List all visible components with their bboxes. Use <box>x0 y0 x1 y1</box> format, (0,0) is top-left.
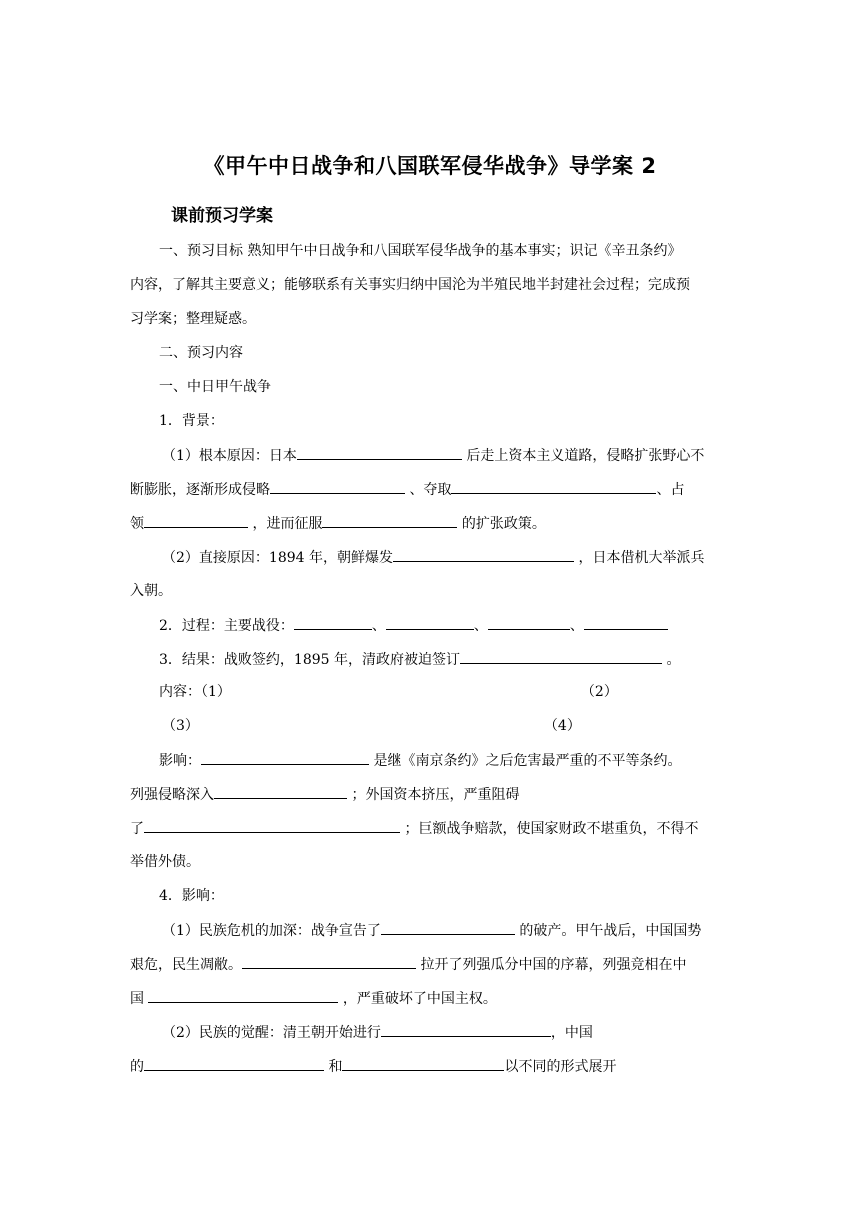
goal-line-1: 一、预习目标 熟知甲午中日战争和八国联军侵华战争的基本事实；识记《辛丑条约》 <box>159 243 682 259</box>
goal-line-2: 内容，了解其主要意义；能够联系有关事实归纳中国沦为半殖民地半封建社会过程；完成预 <box>130 277 690 293</box>
paragraph-line: 国 ，严重破坏了中国主权。 <box>130 988 740 1009</box>
content-row: （3） （4） <box>162 718 581 734</box>
paragraph-line: 影响： 是继《南京条约》之后危害最严重的不平等条约。 <box>159 750 739 771</box>
paragraph-line: 艰危，民生凋敝。 拉开了列强瓜分中国的序幕，列强竞相在中 <box>130 954 740 975</box>
paragraph-line: 列强侵略深入 ；外国资本挤压，严重阻碍 <box>130 784 740 805</box>
fill-blank[interactable] <box>294 615 372 630</box>
paragraph-line: 3．结果：战败签约，1895 年，清政府被迫签订 。 <box>159 649 739 670</box>
fill-blank[interactable] <box>386 615 474 630</box>
fill-blank[interactable] <box>460 649 662 664</box>
paragraph-line: 了 ；巨额战争赔款，使国家财政不堪重负，不得不 <box>130 818 740 839</box>
fill-blank[interactable] <box>342 1056 504 1071</box>
paragraph-line: 断膨胀，逐渐形成侵略 、夺取 、占 <box>130 479 740 500</box>
paragraph-line: （1）根本原因：日本 后走上资本主义道路，侵略扩张野心不 <box>162 445 740 466</box>
fill-blank[interactable] <box>201 750 369 765</box>
paragraph-line: 领 ，进而征服 的扩张政策。 <box>130 513 740 534</box>
fill-blank[interactable] <box>242 954 416 969</box>
section-heading: 一、中日甲午战争 <box>159 379 271 395</box>
paragraph-line: 举借外债。 <box>130 854 200 870</box>
paragraph-line: （2）直接原因：1894 年，朝鲜爆发 ，日本借机大举派兵 <box>162 547 740 568</box>
fill-blank[interactable] <box>144 1056 324 1071</box>
document-title: 《甲午中日战争和八国联军侵华战争》导学案 2 <box>203 154 657 178</box>
fill-blank[interactable] <box>297 445 462 460</box>
paragraph-line: 入朝。 <box>130 583 172 599</box>
fill-blank[interactable] <box>451 479 656 494</box>
fill-blank[interactable] <box>148 988 338 1003</box>
paragraph-line: （1）民族危机的加深：战争宣告了 的破产。甲午战后，中国国势 <box>162 920 740 941</box>
goal-line-3: 习学案；整理疑惑。 <box>130 311 256 327</box>
paragraph-line: 2．过程：主要战役： 、 、 、 <box>159 615 739 636</box>
fill-blank[interactable] <box>488 615 570 630</box>
section-subtitle: 课前预习学案 <box>171 206 273 226</box>
section-heading: 二、预习内容 <box>159 345 243 361</box>
content-row: 内容：（1） （2） <box>159 684 618 700</box>
fill-blank[interactable] <box>381 920 515 935</box>
fill-blank[interactable] <box>381 1022 551 1037</box>
item-heading: 1．背景： <box>159 413 224 429</box>
fill-blank[interactable] <box>584 615 668 630</box>
fill-blank[interactable] <box>144 513 248 528</box>
fill-blank[interactable] <box>270 479 405 494</box>
fill-blank[interactable] <box>144 818 400 833</box>
item-heading: 4．影响： <box>159 888 224 904</box>
fill-blank[interactable] <box>322 513 457 528</box>
paragraph-line: （2）民族的觉醒：清王朝开始进行 ，中国 <box>162 1022 740 1043</box>
fill-blank[interactable] <box>393 547 574 562</box>
paragraph-line: 的 和 以不同的形式展开 <box>130 1056 740 1077</box>
fill-blank[interactable] <box>214 784 347 799</box>
